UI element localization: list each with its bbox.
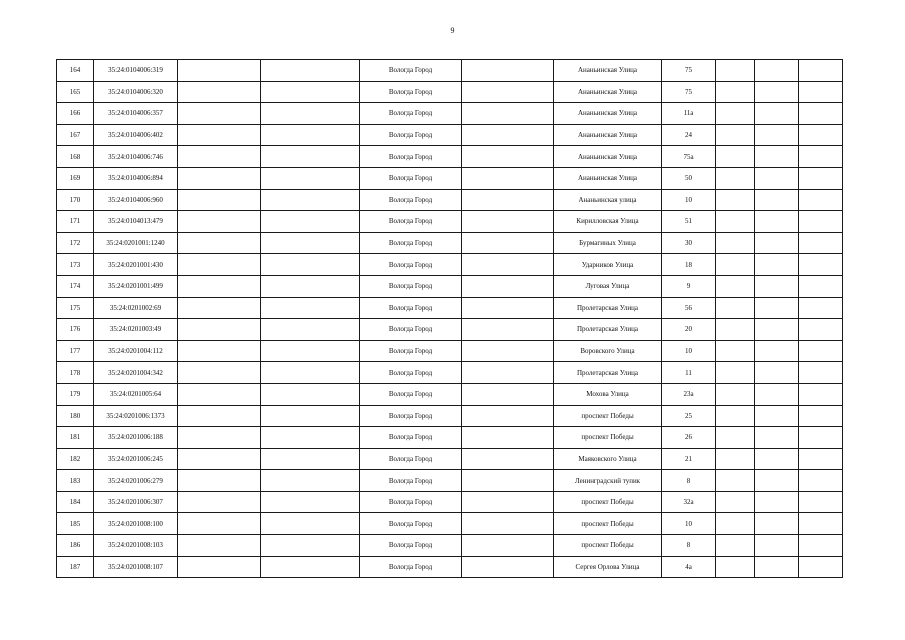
row-number: 165 [57,81,94,103]
house-number: 50 [662,167,716,189]
table-row [57,513,843,535]
house-number: 24 [662,124,716,146]
row-number: 177 [57,340,94,362]
settlement-name: Вологда Город [360,362,462,384]
settlement-name: Вологда Город [360,297,462,319]
empty-cell [716,103,755,125]
empty-cell [261,254,360,276]
house-number: 21 [662,448,716,470]
table-row [57,275,843,297]
empty-cell [462,340,554,362]
settlement-name: Вологда Город [360,448,462,470]
row-number: 169 [57,167,94,189]
row-number: 175 [57,297,94,319]
empty-cell [716,146,755,168]
settlement-name: Вологда Город [360,340,462,362]
empty-cell [755,124,799,146]
street-name: Пролетарская Улица [554,362,662,384]
cadastral-number: 35:24:0201004:112 [94,340,178,362]
empty-cell [755,448,799,470]
empty-cell [716,362,755,384]
table-row [57,362,843,384]
house-number: 4а [662,556,716,578]
row-number: 182 [57,448,94,470]
empty-cell [799,81,843,103]
street-name: Ананьинская Улица [554,103,662,125]
cadastral-number: 35:24:0201001:430 [94,254,178,276]
street-name: Маяковского Улица [554,448,662,470]
empty-cell [462,362,554,384]
empty-cell [261,319,360,341]
empty-cell [716,405,755,427]
house-number: 56 [662,297,716,319]
row-number: 167 [57,124,94,146]
empty-cell [716,448,755,470]
house-number: 9 [662,275,716,297]
row-number: 185 [57,513,94,535]
empty-cell [261,448,360,470]
row-number: 176 [57,319,94,341]
empty-cell [755,232,799,254]
cadastral-number: 35:24:0201001:499 [94,275,178,297]
empty-cell [716,383,755,405]
property-table [56,59,843,578]
empty-cell [178,405,261,427]
street-name: Ленинградский тупик [554,470,662,492]
empty-cell [755,491,799,513]
empty-cell [261,60,360,82]
empty-cell [755,211,799,233]
settlement-name: Вологда Город [360,189,462,211]
empty-cell [261,103,360,125]
settlement-name: Вологда Город [360,405,462,427]
table-row [57,491,843,513]
empty-cell [462,232,554,254]
empty-cell [755,103,799,125]
empty-cell [178,340,261,362]
empty-cell [178,146,261,168]
empty-cell [799,405,843,427]
house-number: 25 [662,405,716,427]
empty-cell [462,383,554,405]
empty-cell [799,232,843,254]
settlement-name: Вологда Город [360,383,462,405]
empty-cell [799,146,843,168]
empty-cell [178,167,261,189]
empty-cell [462,81,554,103]
cadastral-number: 35:24:0104006:320 [94,81,178,103]
house-number: 18 [662,254,716,276]
settlement-name: Вологда Город [360,427,462,449]
row-number: 184 [57,491,94,513]
empty-cell [462,470,554,492]
empty-cell [261,340,360,362]
empty-cell [799,427,843,449]
row-number: 180 [57,405,94,427]
settlement-name: Вологда Город [360,491,462,513]
street-name: Пролетарская Улица [554,297,662,319]
cadastral-number: 35:24:0201006:279 [94,470,178,492]
empty-cell [799,211,843,233]
empty-cell [716,254,755,276]
street-name: Ананьинская Улица [554,146,662,168]
empty-cell [462,405,554,427]
empty-cell [716,470,755,492]
cadastral-number: 35:24:0201006:307 [94,491,178,513]
table-row [57,448,843,470]
row-number: 172 [57,232,94,254]
street-name: Ананьинская Улица [554,124,662,146]
table-row [57,297,843,319]
empty-cell [755,189,799,211]
house-number: 26 [662,427,716,449]
cadastral-number: 35:24:0201001:1240 [94,232,178,254]
empty-cell [462,556,554,578]
cadastral-number: 35:24:0104006:319 [94,60,178,82]
empty-cell [755,297,799,319]
empty-cell [799,297,843,319]
cadastral-number: 35:24:0104006:960 [94,189,178,211]
empty-cell [261,167,360,189]
cadastral-number: 35:24:0201003:49 [94,319,178,341]
empty-cell [462,254,554,276]
street-name: Ананьинская Улица [554,81,662,103]
settlement-name: Вологда Город [360,535,462,557]
empty-cell [755,405,799,427]
empty-cell [462,124,554,146]
house-number: 32а [662,491,716,513]
settlement-name: Вологда Город [360,556,462,578]
row-number: 171 [57,211,94,233]
settlement-name: Вологда Город [360,254,462,276]
empty-cell [755,427,799,449]
empty-cell [755,513,799,535]
empty-cell [755,383,799,405]
cadastral-number: 35:24:0201008:107 [94,556,178,578]
empty-cell [799,556,843,578]
page-number: 9 [450,26,455,35]
empty-cell [799,491,843,513]
table-row [57,232,843,254]
empty-cell [716,513,755,535]
house-number: 51 [662,211,716,233]
empty-cell [799,535,843,557]
house-number: 75 [662,81,716,103]
row-number: 179 [57,383,94,405]
table-row [57,383,843,405]
empty-cell [799,319,843,341]
settlement-name: Вологда Город [360,232,462,254]
empty-cell [462,319,554,341]
empty-cell [755,319,799,341]
settlement-name: Вологда Город [360,470,462,492]
street-name: Луговая Улица [554,275,662,297]
empty-cell [716,189,755,211]
house-number: 30 [662,232,716,254]
street-name: Сергея Орлова Улица [554,556,662,578]
street-name: Пролетарская Улица [554,319,662,341]
street-name: проспект Победы [554,491,662,513]
empty-cell [261,232,360,254]
empty-cell [755,254,799,276]
settlement-name: Вологда Город [360,167,462,189]
empty-cell [178,232,261,254]
empty-cell [178,81,261,103]
empty-cell [178,513,261,535]
empty-cell [755,362,799,384]
row-number: 181 [57,427,94,449]
empty-cell [716,556,755,578]
street-name: Кирилловская Улица [554,211,662,233]
table-row [57,254,843,276]
empty-cell [716,275,755,297]
row-number: 174 [57,275,94,297]
row-number: 170 [57,189,94,211]
street-name: Ударников Улица [554,254,662,276]
table-row [57,81,843,103]
cadastral-number: 35:24:0201008:103 [94,535,178,557]
empty-cell [799,470,843,492]
house-number: 10 [662,513,716,535]
house-number: 11а [662,103,716,125]
street-name: Воровского Улица [554,340,662,362]
empty-cell [799,513,843,535]
cadastral-number: 35:24:0104006:357 [94,103,178,125]
empty-cell [178,275,261,297]
empty-cell [799,167,843,189]
cadastral-number: 35:24:0104006:894 [94,167,178,189]
row-number: 178 [57,362,94,384]
empty-cell [799,340,843,362]
cadastral-number: 35:24:0104013:479 [94,211,178,233]
empty-cell [178,383,261,405]
street-name: Ананьинская улица [554,189,662,211]
empty-cell [462,167,554,189]
empty-cell [261,146,360,168]
empty-cell [261,81,360,103]
empty-cell [261,427,360,449]
street-name: Ананьинская Улица [554,60,662,82]
empty-cell [178,103,261,125]
empty-cell [178,427,261,449]
empty-cell [178,535,261,557]
street-name: Мохова Улица [554,383,662,405]
table-row [57,340,843,362]
empty-cell [716,167,755,189]
house-number: 10 [662,340,716,362]
empty-cell [462,297,554,319]
empty-cell [462,513,554,535]
empty-cell [755,81,799,103]
empty-cell [755,167,799,189]
table-row [57,556,843,578]
street-name: Ананьинская Улица [554,167,662,189]
table-row [57,189,843,211]
row-number: 166 [57,103,94,125]
house-number: 8 [662,535,716,557]
empty-cell [462,189,554,211]
cadastral-number: 35:24:0201006:188 [94,427,178,449]
settlement-name: Вологда Город [360,81,462,103]
empty-cell [755,146,799,168]
empty-cell [462,103,554,125]
row-number: 187 [57,556,94,578]
empty-cell [178,124,261,146]
table-row [57,427,843,449]
empty-cell [799,275,843,297]
empty-cell [261,513,360,535]
street-name: проспект Победы [554,535,662,557]
table-row [57,535,843,557]
empty-cell [716,319,755,341]
empty-cell [462,427,554,449]
empty-cell [462,535,554,557]
empty-cell [755,470,799,492]
street-name: проспект Победы [554,405,662,427]
empty-cell [261,556,360,578]
empty-cell [799,254,843,276]
empty-cell [178,254,261,276]
empty-cell [462,60,554,82]
empty-cell [755,556,799,578]
empty-cell [178,60,261,82]
cadastral-number: 35:24:0104006:746 [94,146,178,168]
empty-cell [178,189,261,211]
empty-cell [261,189,360,211]
empty-cell [178,556,261,578]
table-row [57,211,843,233]
empty-cell [178,448,261,470]
empty-cell [716,232,755,254]
cadastral-number: 35:24:0201005:64 [94,383,178,405]
row-number: 183 [57,470,94,492]
empty-cell [261,211,360,233]
empty-cell [178,491,261,513]
empty-cell [462,146,554,168]
settlement-name: Вологда Город [360,275,462,297]
cadastral-number: 35:24:0201002:69 [94,297,178,319]
empty-cell [799,124,843,146]
empty-cell [178,211,261,233]
empty-cell [799,189,843,211]
settlement-name: Вологда Город [360,146,462,168]
street-name: проспект Победы [554,513,662,535]
settlement-name: Вологда Город [360,513,462,535]
empty-cell [261,491,360,513]
empty-cell [178,362,261,384]
house-number: 11 [662,362,716,384]
empty-cell [755,535,799,557]
empty-cell [261,362,360,384]
empty-cell [261,470,360,492]
empty-cell [755,60,799,82]
settlement-name: Вологда Город [360,319,462,341]
table-row [57,167,843,189]
empty-cell [716,60,755,82]
empty-cell [716,124,755,146]
row-number: 164 [57,60,94,82]
cadastral-number: 35:24:0201006:245 [94,448,178,470]
row-number: 186 [57,535,94,557]
cadastral-number: 35:24:0201008:100 [94,513,178,535]
row-number: 168 [57,146,94,168]
house-number: 10 [662,189,716,211]
table-row [57,124,843,146]
empty-cell [462,491,554,513]
empty-cell [716,340,755,362]
settlement-name: Вологда Город [360,211,462,233]
cadastral-number: 35:24:0201006:1373 [94,405,178,427]
empty-cell [261,275,360,297]
empty-cell [755,340,799,362]
street-name: Бурмагиных Улица [554,232,662,254]
empty-cell [799,103,843,125]
empty-cell [799,362,843,384]
table-row [57,60,843,82]
empty-cell [716,427,755,449]
house-number: 75 [662,60,716,82]
empty-cell [462,275,554,297]
street-name: проспект Победы [554,427,662,449]
table-row [57,319,843,341]
empty-cell [178,470,261,492]
house-number: 20 [662,319,716,341]
house-number: 75а [662,146,716,168]
empty-cell [799,383,843,405]
empty-cell [799,60,843,82]
table-body [57,60,843,578]
empty-cell [716,535,755,557]
empty-cell [261,405,360,427]
house-number: 23а [662,383,716,405]
house-number: 8 [662,470,716,492]
empty-cell [261,383,360,405]
table-row [57,146,843,168]
empty-cell [462,448,554,470]
settlement-name: Вологда Город [360,60,462,82]
empty-cell [716,81,755,103]
empty-cell [716,491,755,513]
table-row [57,470,843,492]
cadastral-number: 35:24:0201004:342 [94,362,178,384]
empty-cell [755,275,799,297]
settlement-name: Вологда Город [360,103,462,125]
empty-cell [261,124,360,146]
empty-cell [716,297,755,319]
empty-cell [178,319,261,341]
empty-cell [261,297,360,319]
table-row [57,405,843,427]
settlement-name: Вологда Город [360,124,462,146]
empty-cell [261,535,360,557]
empty-cell [178,297,261,319]
cadastral-number: 35:24:0104006:402 [94,124,178,146]
table-row [57,103,843,125]
empty-cell [462,211,554,233]
row-number: 173 [57,254,94,276]
empty-cell [716,211,755,233]
empty-cell [799,448,843,470]
